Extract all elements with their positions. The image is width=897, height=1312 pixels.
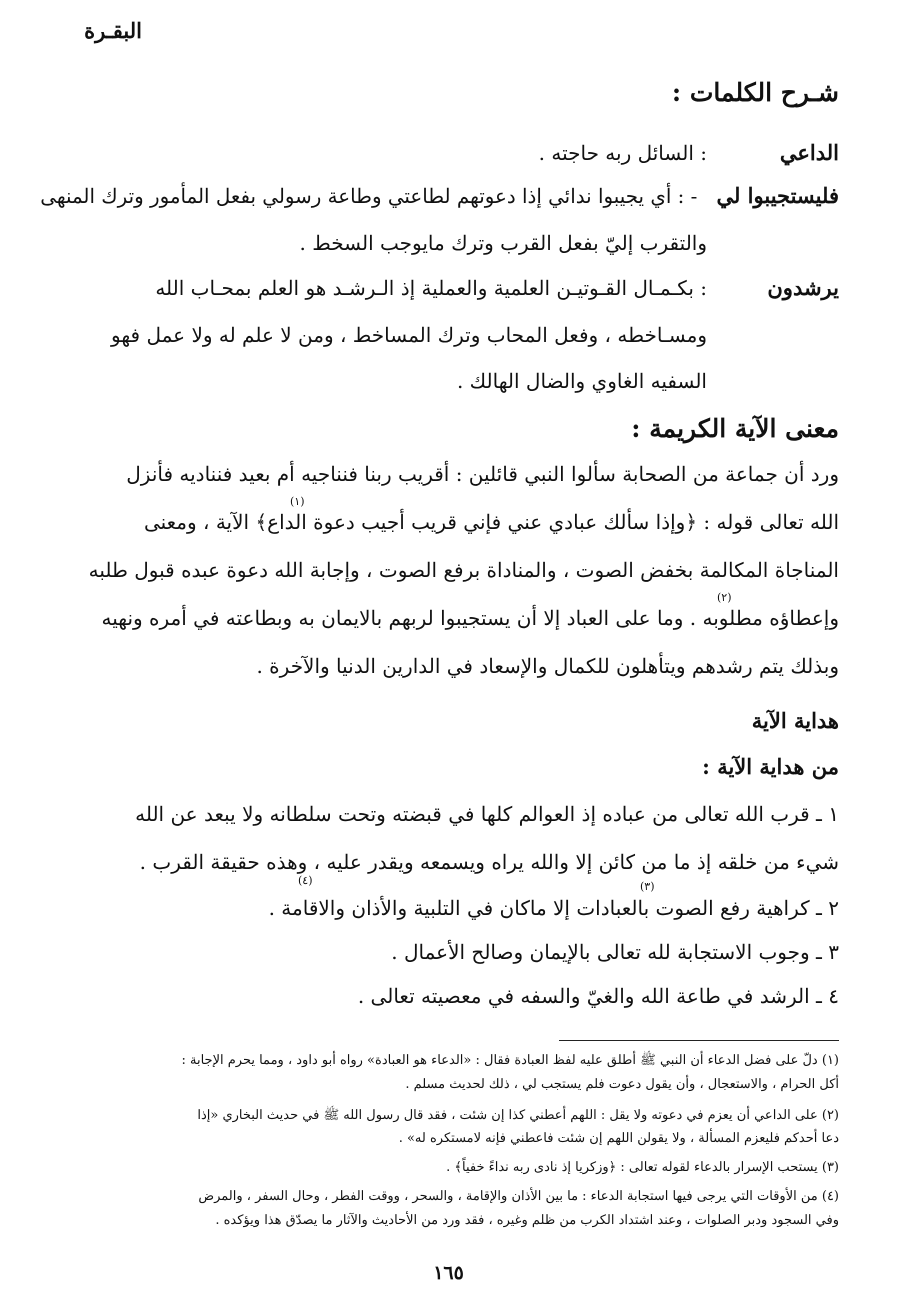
meaning-heading: معنى الآية الكريمة :: [631, 414, 839, 443]
footnote-ref: (٢): [717, 591, 732, 604]
footnote-line: (٢) على الداعي أن يعزم في دعوته ولا يقل : اللهم أعطني كذا إن شئت ، فقد قال رسول الله ﷺ في حديث البخاري «إذا: [197, 1108, 839, 1123]
definition-text: السفيه الغاوي والضال الهالك .: [456, 369, 707, 393]
definition-term: الداعي: [779, 140, 839, 165]
running-header-surah: البقـرة: [84, 18, 142, 43]
footnote-line: وفي السجود ودبر الصلوات ، وعند اشتداد الكرب من ظلم وغيره ، فقد ورد من الأحاديث والآثار ما يصدّق هذا ويؤكده .: [215, 1213, 839, 1228]
definition-text: والتقرب إليّ بفعل القرب وترك مايوجب السخط .: [299, 231, 707, 255]
guidance-heading: هداية الآية: [751, 708, 839, 733]
meaning-line: وإعطاؤه مطلوبه . وما على العباد إلا أن يستجيبوا لربهم بالايمان به وبطاعته في أمره ونهيه: [101, 606, 839, 630]
guidance-item: ٣ ـ وجوب الاستجابة لله تعالى بالإيمان وصالح الأعمال .: [391, 940, 839, 964]
footnote-line: (١) دلّ على فضل الدعاء أن النبي ﷺ أطلق عليه لفظ العبادة فقال : «الدعاء هو العبادة» رواه أبو داود ، ومما يحرم الإجابة :: [181, 1053, 839, 1068]
guidance-subheading: من هداية الآية :: [702, 754, 839, 779]
footnote-line: (٣) يستحب الإسرار بالدعاء لقوله تعالى : ﴿وزكريا إذ نادى ربه نداءً خفياً﴾ .: [446, 1160, 839, 1175]
footnote-line: (٤) من الأوقات التي يرجى فيها استجابة الدعاء : ما بين الأذان والإقامة ، والسحر ، ووقت الفطر ، وحال السفر ، والمرض: [198, 1189, 839, 1204]
definition-text: - : أي يجيبوا ندائي إذا دعوتهم لطاعتي وطاعة رسولي بفعل المأمور وترك المنهى: [39, 184, 697, 208]
word-explanation-heading: شـرح الكلمات :: [671, 78, 839, 107]
meaning-line: ورد أن جماعة من الصحابة سألوا النبي قائلين : أقريب ربنا فنناجيه أم بعيد فنناديه فأنزل: [126, 462, 839, 486]
page-number: ١٦٥: [433, 1262, 464, 1284]
definition-term: فليستجيبوا لي: [716, 183, 839, 208]
meaning-line: الله تعالى قوله : ﴿وإذا سألك عبادي عني فإني قريب أجيب دعوة الداع﴾ الآية ، ومعنى: [143, 510, 839, 534]
definition-text: : بكـمـال القـوتيـن العلمية والعملية إذ الـرشـد هو العلم بمحـاب الله: [155, 276, 707, 300]
footnote-separator: [559, 1040, 839, 1041]
definition-term: يرشدون: [767, 275, 839, 300]
footnote-ref: (١): [290, 495, 305, 508]
definition-text: ومسـاخطه ، وفعل المحاب وترك المساخط ، ومن لا علم له ولا عمل فهو: [110, 323, 707, 347]
guidance-item: ١ ـ قرب الله تعالى من عباده إذ العوالم كلها في قبضته وتحت سلطانه ولا يبعد عن الله: [135, 802, 839, 826]
footnote-line: أكل الحرام ، والاستعجال ، وأن يقول دعوت فلم يستجب لي ، ذلك لحديث مسلم .: [405, 1077, 839, 1092]
footnote-ref: (٤): [298, 874, 313, 887]
guidance-item: شيء من خلقه إذ ما من كائن إلا والله يراه ويسمعه ويقدر عليه ، وهذه حقيقة القرب .: [139, 850, 839, 874]
guidance-item: ٢ ـ كراهية رفع الصوت بالعبادات إلا ماكان في التلبية والأذان والاقامة .: [268, 896, 839, 920]
meaning-line: المناجاة المكالمة بخفض الصوت ، والمناداة برفع الصوت ، وإجابة الله دعوة عبده قبول طلبه: [88, 558, 839, 582]
footnote-line: دعا أحدكم فليعزم المسألة ، ولا يقولن اللهم إن شئت فاعطني فإنه لامستكره له» .: [398, 1131, 839, 1146]
definition-text: : السائل ربه حاجته .: [538, 141, 707, 165]
meaning-line: وبذلك يتم رشدهم ويتأهلون للكمال والإسعاد في الدارين الدنيا والآخرة .: [256, 654, 839, 678]
footnote-ref: (٣): [640, 880, 655, 893]
guidance-item: ٤ ـ الرشد في طاعة الله والغيّ والسفه في معصيته تعالى .: [357, 984, 839, 1008]
